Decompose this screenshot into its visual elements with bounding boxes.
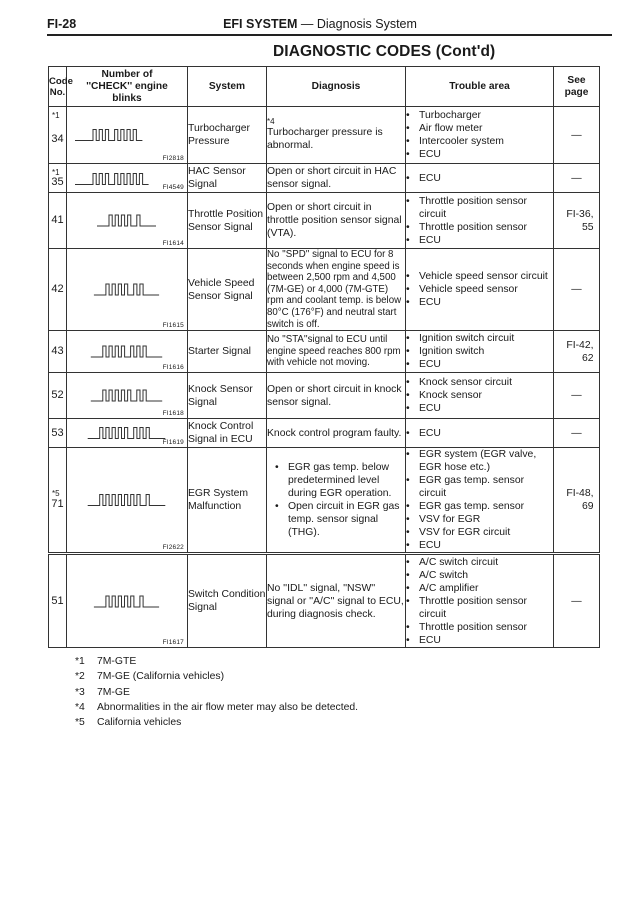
trouble-area-cell <box>406 448 554 554</box>
see-page-cell <box>554 448 600 554</box>
trouble-area-item: • Vehicle speed sensor circuit <box>406 270 553 283</box>
blink-pattern-cell <box>67 107 188 164</box>
trouble-area-item: • Throttle position sensor <box>406 621 553 634</box>
see-page-cell <box>554 419 600 448</box>
code-cell <box>49 193 67 249</box>
trouble-area-item: • A/C amplifier <box>406 582 553 595</box>
diagnosis-cell <box>267 419 406 448</box>
diagnosis-cell <box>267 164 406 193</box>
footnote <box>75 715 358 730</box>
footnote-text: California vehicles <box>97 717 182 729</box>
see-page-cell <box>554 193 600 249</box>
diagnostic-codes-table <box>48 66 600 648</box>
trouble-area-item: • VSV for EGR <box>406 513 553 526</box>
footnote-text: 7M-GE (California vehicles) <box>97 671 225 683</box>
code-number: 42 <box>51 283 64 296</box>
diagnosis-cell <box>267 193 406 249</box>
figure-number: FI1617 <box>162 639 184 647</box>
table-row <box>49 164 600 193</box>
trouble-area-cell <box>406 193 554 249</box>
trouble-area-item: • Air flow meter <box>406 122 553 135</box>
trouble-area-item: • EGR gas temp. sensor <box>406 500 553 513</box>
see-page-ref: — <box>571 595 582 607</box>
blink-waveform <box>67 448 188 553</box>
footnote <box>75 685 358 700</box>
blink-pattern-cell <box>67 448 188 554</box>
code-number: 71 <box>51 497 64 510</box>
trouble-area-item: • ECU <box>406 148 553 161</box>
footnote-text: 7M-GE <box>97 686 130 698</box>
blink-pulse-train <box>97 215 156 226</box>
trouble-area-item: • ECU <box>406 634 553 647</box>
trouble-area-cell <box>406 331 554 373</box>
figure-number: FI2818 <box>162 155 184 162</box>
code-cell <box>49 331 67 373</box>
blink-pattern-cell <box>67 249 188 331</box>
trouble-area-item: • Ignition switch circuit <box>406 332 553 345</box>
table-row <box>49 249 600 331</box>
trouble-area-item: • Throttle position sensor circuit <box>406 595 553 621</box>
blink-waveform <box>67 249 188 331</box>
diagnosis-item: • Open circuit in EGR gas temp. sensor signal (THG). <box>275 500 405 539</box>
code-cell <box>49 554 67 648</box>
system-cell: Starter Signal <box>188 331 267 373</box>
figure-number: FI1615 <box>162 322 184 330</box>
subsection-name: Diagnosis System <box>316 17 417 31</box>
footnote-mark: *5 <box>75 717 85 729</box>
blink-pattern-cell <box>67 193 188 249</box>
trouble-area-item: • Knock sensor circuit <box>406 376 553 389</box>
header-code: Code No. <box>49 67 67 107</box>
blink-pulse-train <box>91 346 162 357</box>
diagnosis-cell <box>267 249 406 331</box>
header-system: System <box>188 67 267 107</box>
table-row <box>49 448 600 554</box>
trouble-area-item: • ECU <box>406 172 553 185</box>
trouble-area-item: • Turbocharger <box>406 109 553 122</box>
blink-pulse-train <box>88 495 166 506</box>
trouble-area-item: • VSV for EGR circuit <box>406 526 553 539</box>
diagnosis-text: Open or short circuit in knock sensor signal. <box>267 383 402 408</box>
figure-number: FI2622 <box>162 544 184 552</box>
trouble-area-item: • A/C switch circuit <box>406 556 553 569</box>
footnote-mark: *2 <box>75 671 85 683</box>
code-number: 41 <box>51 214 64 226</box>
code-number: 52 <box>51 389 64 402</box>
diagnosis-text: No ''IDL'' signal, ''NSW'' signal or ''A/C'' signal to ECU, during diagnosis check. <box>267 582 404 620</box>
diagnosis-footnote-mark: *4 <box>267 117 275 126</box>
header-blinks: Number of ''CHECK'' engine blinks <box>67 67 188 107</box>
section-name: EFI SYSTEM <box>223 17 298 31</box>
system-cell: Switch Condition Signal <box>188 554 267 648</box>
footnote-text: 7M-GTE <box>97 656 137 667</box>
blink-pulse-train <box>75 130 142 141</box>
diagnosis-text: Open or short circuit in HAC sensor signal. <box>267 166 397 190</box>
table-row <box>49 193 600 249</box>
trouble-area-cell <box>406 249 554 331</box>
trouble-area-cell <box>406 554 554 648</box>
see-page-ref: — <box>571 390 582 402</box>
figure-number: FI4549 <box>162 184 184 191</box>
trouble-area-item: • ECU <box>406 358 553 371</box>
trouble-area-item: • ECU <box>406 539 553 552</box>
table-row <box>49 331 600 373</box>
blink-pulse-train <box>75 174 149 185</box>
code-number: 34 <box>51 132 64 145</box>
footnote <box>75 700 358 715</box>
header-diagnosis: Diagnosis <box>267 67 406 107</box>
system-cell: Turbocharger Pressure <box>188 107 267 164</box>
table-row <box>49 419 600 448</box>
system-cell: EGR System Malfunction <box>188 448 267 554</box>
blink-pattern-cell <box>67 419 188 448</box>
blink-pattern-cell <box>67 331 188 373</box>
header-see-page: See page <box>554 67 600 107</box>
code-cell <box>49 164 67 193</box>
blink-pattern-cell <box>67 373 188 419</box>
code-footnote-mark: *1 <box>52 168 60 177</box>
trouble-area-item: • Ignition switch <box>406 345 553 358</box>
diagnosis-text: No ''STA''signal to ECU until engine speed reaches 800 rpm with vehicle not moving. <box>267 334 401 369</box>
trouble-area-item: • Knock sensor <box>406 389 553 402</box>
diagnosis-cell <box>267 373 406 419</box>
see-page-cell <box>554 164 600 193</box>
diagnosis-cell <box>267 331 406 373</box>
code-number: 43 <box>51 345 64 358</box>
see-page-ref: — <box>571 284 582 296</box>
code-cell <box>49 249 67 331</box>
table-row <box>49 107 600 164</box>
diagnosis-text: Knock control program faulty. <box>267 427 402 439</box>
trouble-area-cell <box>406 107 554 164</box>
diagnosis-cell <box>267 107 406 164</box>
see-page-ref: — <box>571 427 582 439</box>
trouble-area-item: • Throttle position sensor <box>406 221 553 234</box>
header-separator: — <box>300 17 314 31</box>
trouble-area-cell <box>406 419 554 448</box>
code-footnote-mark: *5 <box>52 488 60 498</box>
code-number: 35 <box>51 175 64 188</box>
code-cell <box>49 448 67 554</box>
footnote <box>75 669 358 684</box>
trouble-area-item: • ECU <box>406 296 553 309</box>
code-cell <box>49 373 67 419</box>
diagnosis-cell <box>267 448 406 554</box>
see-page-cell <box>554 373 600 419</box>
figure-number: FI1614 <box>162 240 184 247</box>
blink-pulse-train <box>94 284 159 295</box>
trouble-area-item: • EGR system (EGR valve, EGR hose etc.) <box>406 448 553 474</box>
see-page-ref: FI-42, 62 <box>566 339 594 364</box>
trouble-area-item: • ECU <box>406 402 553 415</box>
table-header-row <box>49 67 600 107</box>
see-page-cell <box>554 554 600 648</box>
footnote <box>75 654 358 669</box>
trouble-area-item: • ECU <box>406 234 553 247</box>
header-rule <box>47 34 612 36</box>
footnote-mark: *1 <box>75 656 85 667</box>
code-number: 53 <box>51 426 64 439</box>
see-page-cell <box>554 331 600 373</box>
system-cell: Vehicle Speed Sensor Signal <box>188 249 267 331</box>
see-page-ref: FI-48, 69 <box>566 488 594 513</box>
diagnosis-text: Turbocharger pressure is abnormal. <box>267 127 383 151</box>
trouble-area-cell <box>406 373 554 419</box>
footnote-mark: *4 <box>75 701 85 713</box>
system-cell: Knock Control Signal in ECU <box>188 419 267 448</box>
trouble-area-item: • EGR gas temp. sensor circuit <box>406 474 553 500</box>
see-page-ref: FI-36, 55 <box>566 208 594 233</box>
trouble-area-item: • A/C switch <box>406 569 553 582</box>
figure-number: FI1619 <box>162 439 184 447</box>
blink-pulse-train <box>94 596 159 607</box>
footnotes <box>75 654 358 730</box>
diagnosis-item: • EGR gas temp. below predetermined level during EGR operation. <box>275 461 405 500</box>
see-page-cell <box>554 249 600 331</box>
code-footnote-mark: *1 <box>52 111 60 120</box>
diagnosis-text: No ''SPD'' signal to ECU for 8 seconds when engine speed is between 2,500 rpm and 4,500 (7M-GE) or 4,000 (7M-GTE) rpm and coolant temp. is below 80°C (176°F) and neutral start switch is off. <box>267 249 402 330</box>
see-page-cell <box>554 107 600 164</box>
page-number: FI-28 <box>47 17 77 31</box>
blink-pulse-train <box>91 390 162 401</box>
page-title: DIAGNOSTIC CODES (Cont'd) <box>273 43 496 60</box>
system-cell: Knock Sensor Signal <box>188 373 267 419</box>
figure-number: FI1616 <box>162 364 184 372</box>
trouble-area-cell <box>406 164 554 193</box>
code-number: 51 <box>51 594 64 607</box>
trouble-area-item: • ECU <box>406 427 553 440</box>
header-trouble-area: Trouble area <box>406 67 554 107</box>
system-cell: Throttle Position Sensor Signal <box>188 193 267 249</box>
blink-waveform <box>67 555 188 649</box>
blink-pulse-train <box>88 428 166 439</box>
footnote-mark: *3 <box>75 686 85 698</box>
diagnosis-cell <box>267 554 406 648</box>
diagnosis-text: Open or short circuit in throttle position sensor signal (VTA). <box>267 202 402 239</box>
table-row <box>49 373 600 419</box>
code-cell <box>49 107 67 164</box>
code-cell <box>49 419 67 448</box>
footnote-text: Abnormalities in the air flow meter may also be detected. <box>97 701 359 713</box>
trouble-area-item: • Vehicle speed sensor <box>406 283 553 296</box>
trouble-area-item: • Throttle position sensor circuit <box>406 195 553 221</box>
running-header <box>0 17 640 31</box>
figure-number: FI1618 <box>162 410 184 418</box>
blink-pattern-cell <box>67 554 188 648</box>
table-row <box>49 554 600 648</box>
blink-pattern-cell <box>67 164 188 193</box>
see-page-ref: — <box>571 129 582 141</box>
system-cell: HAC Sensor Signal <box>188 164 267 193</box>
trouble-area-item: • Intercooler system <box>406 135 553 148</box>
see-page-ref: — <box>571 172 582 184</box>
